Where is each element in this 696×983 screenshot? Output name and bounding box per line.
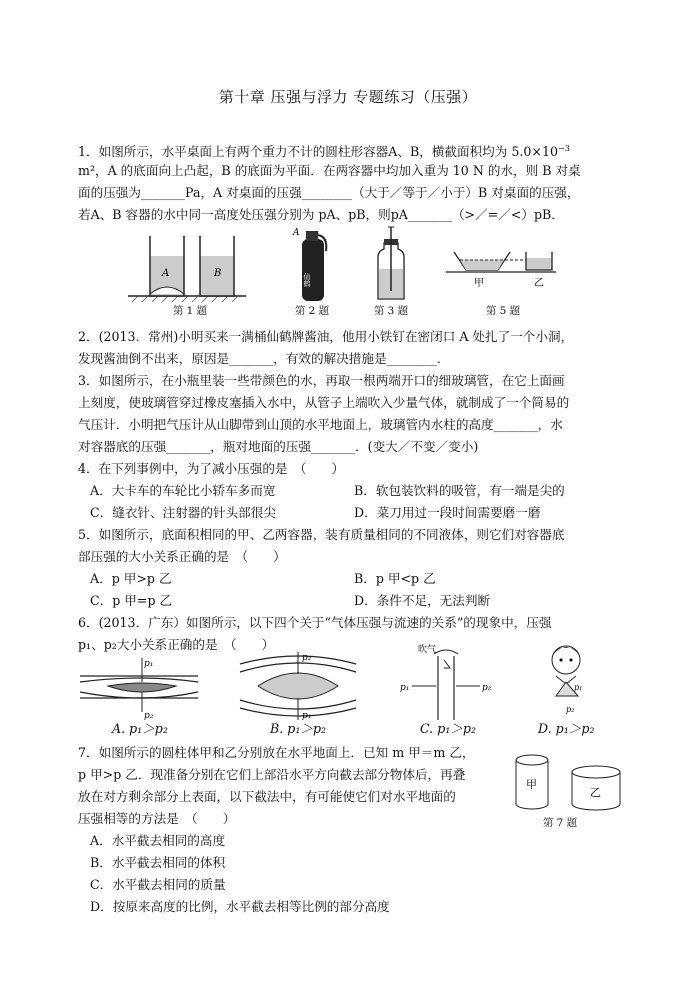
question-7-option-d: D．按原来高度的比例，水平截去相等比例的部分高度 — [90, 899, 390, 914]
question-7-line-1: 7．如图所示的圆柱体甲和乙分别放在水平地面上．已知 m 甲＝m 乙， — [78, 745, 475, 760]
fig6c-p1: p₁ — [400, 683, 410, 693]
container-yi-label: 乙 — [534, 278, 544, 288]
question-7-line-4: 压强相等的方法是 （ ） — [78, 811, 236, 826]
question-6-line-2: p₁、p₂大小关系正确的是 （ ） — [78, 637, 275, 652]
figure-6d-boy-blowing — [526, 638, 606, 720]
container-a-label: A — [162, 268, 170, 279]
question-7-option-a: A．水平截去相同的高度 — [90, 833, 226, 848]
figure-6a-wing-airflow — [78, 652, 208, 722]
figure-5-containers — [446, 248, 558, 288]
cylinder-yi-label: 乙 — [590, 786, 601, 799]
question-5-option-d: D．条件不足，无法判断 — [354, 593, 491, 608]
question-7-option-c: C．水平截去相同的质量 — [90, 877, 226, 892]
fig6a-p2: p₂ — [144, 711, 154, 721]
question-3-line-1: 3．如图所示，在小瓶里装一些带颜色的水，再取一根两端开口的细玻璃管，在它上面画 — [78, 373, 565, 388]
question-5-option-c: C．p 甲=p 乙 — [90, 593, 173, 608]
question-4-stem: 4．在下列事例中，为了减小压强的是 （ ） — [78, 461, 345, 476]
figure-2-soy-sauce-bottle — [292, 225, 332, 303]
question-1-line-2: m²，A 的底面向上凸起，B 的底面为平面．在两容器中均加入重为 10 N 的水，则 B 对桌 — [78, 163, 581, 178]
question-1-line-3: 面的压强为_______Pa，A 对桌面的压强________（大于／等于／小于）B 对桌面的压强， — [78, 185, 580, 200]
question-6-line-1: 6．(2013．广东）如图所示，以下四个关于“气体压强与流速的关系”的现象中，压强 — [78, 615, 552, 630]
figure-1-caption: 第 1 题 — [172, 305, 208, 317]
bottle-label: 仙鹤 — [303, 273, 311, 287]
question-6-figure-d-label: D. p₁＞p₂ — [538, 721, 595, 736]
question-3-line-3: 气压计．小明把气压计从山脚带到山顶的水平地面上，玻璃管内水柱的高度_______，水 — [78, 417, 563, 432]
fig6b-p1: p₁ — [302, 711, 312, 721]
fig6d-p1: p₁ — [574, 683, 583, 692]
container-jia-label: 甲 — [474, 278, 484, 288]
fig6a-p1: p₁ — [144, 659, 154, 669]
question-7-option-b: B．水平截去相同的体积 — [90, 855, 226, 870]
figure-5-caption: 第 5 题 — [485, 305, 521, 317]
question-6-figure-c-label: C. p₁＞p₂ — [420, 721, 477, 736]
figure-7-cylinders — [510, 750, 626, 820]
fig6c-blow: 吹气 — [418, 645, 437, 655]
question-4-option-b: B．软包装饮料的吸管，有一端是尖的 — [354, 483, 565, 498]
figure-1-containers — [128, 228, 248, 303]
hole-a-label: A — [293, 228, 300, 238]
cylinder-jia-label: 甲 — [526, 778, 537, 791]
question-7-line-3: 放在对方剩余部分上表面，以下截法中，有可能使它们对水平地面的 — [78, 789, 456, 804]
question-2-line-1: 2．(2013．常州)小明买来一满桶仙鹤牌酱油，他用小铁钉在密闭口 A 处扎了一个小洞， — [78, 329, 574, 344]
figure-7-caption: 第 7 题 — [542, 817, 578, 829]
question-6-figure-b-label: B. p₁＞p₂ — [270, 721, 327, 736]
question-1-line-1: 1．如图所示，水平桌面上有两个重力不计的圆柱形容器A、B，横截面积均为 $5.0\times 10^{-3}$ — [78, 144, 570, 160]
question-3-line-2: 上刻度，使玻璃管穿过橡皮塞插入水中，从管子上端吹入少量气体，就制成了一个简易的 — [78, 395, 570, 410]
question-4-option-d: D．菜刀用过一段时间需要磨一磨 — [354, 505, 541, 520]
question-4-option-c: C．缝衣针、注射器的针头部很尖 — [90, 505, 276, 520]
question-2-line-2: 发现酱油倒不出来，原因是_______，有效的解决措施是________． — [78, 351, 450, 366]
figure-6c-paper-blow — [398, 640, 508, 722]
question-3-line-4: 对容器底的压强_______，瓶对地面的压强_______．(变大／不变／变小) — [78, 439, 479, 454]
question-5-option-a: A．p 甲>p 乙 — [90, 571, 172, 586]
figure-6b-lens-airflow — [238, 650, 358, 722]
question-5-line-1: 5．如图所示，底面积相同的甲、乙两容器，装有质量相同的不同液体，则它们对容器底 — [78, 527, 565, 542]
fig6b-p2: p₂ — [302, 653, 312, 663]
question-7-line-2: p 甲>p 乙．现准备分别在它们上部沿水平方向截去部分物体后，再叠 — [78, 767, 466, 782]
fig6c-p2: p₂ — [482, 683, 492, 693]
question-4-option-a: A．大卡车的车轮比小轿车多而宽 — [90, 483, 276, 498]
question-6-figure-a-label: A. p₁＞p₂ — [112, 721, 168, 736]
question-5-option-b: B．p 甲<p 乙 — [354, 571, 436, 586]
figure-3-caption: 第 3 题 — [373, 305, 409, 317]
figure-3-barometer-bottle — [370, 225, 412, 303]
container-b-label: B — [214, 268, 222, 279]
fig6d-p2: p₂ — [566, 705, 575, 714]
figure-2-caption: 第 2 题 — [294, 305, 330, 317]
question-1-line-4: 若A、B 容器的水中同一高度处压强分别为 pA、pB，则pA_______（>／=／<）pB． — [78, 207, 564, 222]
question-5-line-2: 部压强的大小关系正确的是 （ ） — [78, 549, 286, 564]
page-title: 第十章 压强与浮力 专题练习（压强） — [218, 88, 478, 106]
